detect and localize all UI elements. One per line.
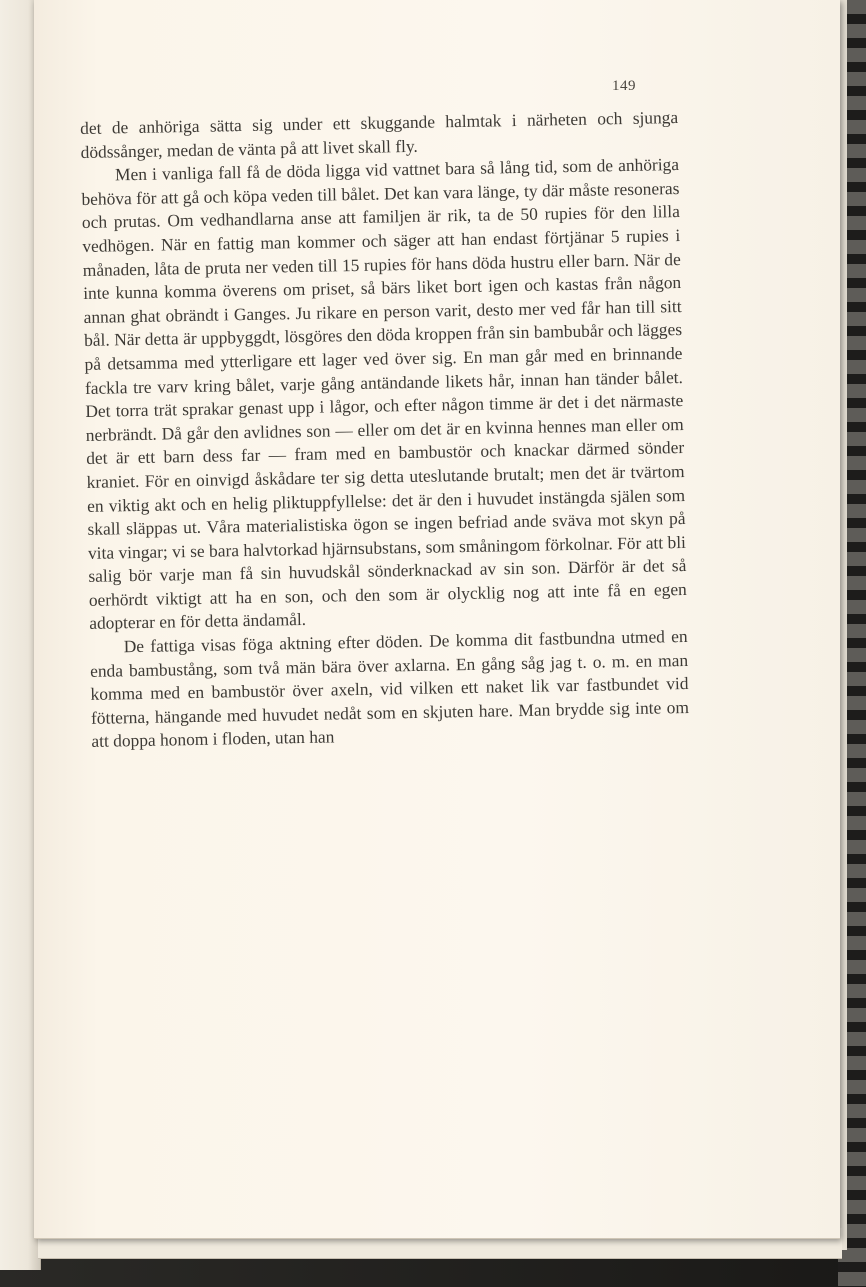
paragraph-continuation: det de anhöriga sätta sig under ett skuggande halmtak i närheten och sjunga dödssånger, medan de vänta på att livet skall fly. xyxy=(80,107,679,162)
paragraph-cremation: Men i vanliga fall få de döda ligga vid vattnet bara så lång tid, som de anhöriga behöva för att gå och köpa veden till bålet. Det kan vara länge, ty där måste resoneras och prutas. Om vedhandlarna anse att familjen är rik, ta de 50 rupies för den lilla vedhögen. När en fattig man kommer och säger att han endast förtjänar 5 rupies i månaden, låta de pruta ner veden till 15 rupies för hans döda hustru eller barn. När de inte kunna komma överens om priset, så bärs liket bort igen och kastas från någon annan ghat obrändt i Ganges. Ju rikare en person varit, desto mer ved får han till sitt bål. När detta är uppbyggdt, lösgöres den döda kroppen från sin bambubår och lägges på detsamma med ytterligare ett lager ved över sig. En man går med en brinnande fackla tre varv kring bålet, varje gång antändande likets hår, innan han tänder bålet. Det torra trät sprakar genast upp i lågor, och efter någon timme är det i det närmaste nerbrändt. Då går den avlidnes son — eller om det är en kvinna hennes man eller om det är ett barn dess far — fram med en bambustör och knackar därmed sönder kraniet. För en oinvigd åskådare ter sig detta uteslutande brutalt; men det är tvärtom en viktig akt och en helig pliktuppfyllelse: det är den i huvudet instängda själen som skall släppas ut. Våra materialistiska ögon se ingen befriad ande sväva mot skyn på vita vingar; vi se bara halvtorkad hjärnsubstans, som småningom förkolnar. För att bli salig bör varje man få sin huvudskål sönderknackad av sin son. Därför är det så oerhördt viktigt att ha en son, och den som är olycklig nog att inte få en egen adopterar en för detta ändamål. xyxy=(81,154,687,634)
page-text xyxy=(80,106,690,754)
page-number: 149 xyxy=(612,78,636,94)
paragraph-poor: De fattiga visas föga aktning efter döden. De komma dit fastbundna utmed en enda bambustång, som två män bära över axlarna. En gång såg jag t. o. m. en man komma med en bambustör över axeln, vid vilken ett naket lik var fastbundet vid fötterna, hängande med huvudet nedåt som en skjuten hare. Man brydde sig inte om att doppa honom i floden, utan han xyxy=(89,626,690,752)
